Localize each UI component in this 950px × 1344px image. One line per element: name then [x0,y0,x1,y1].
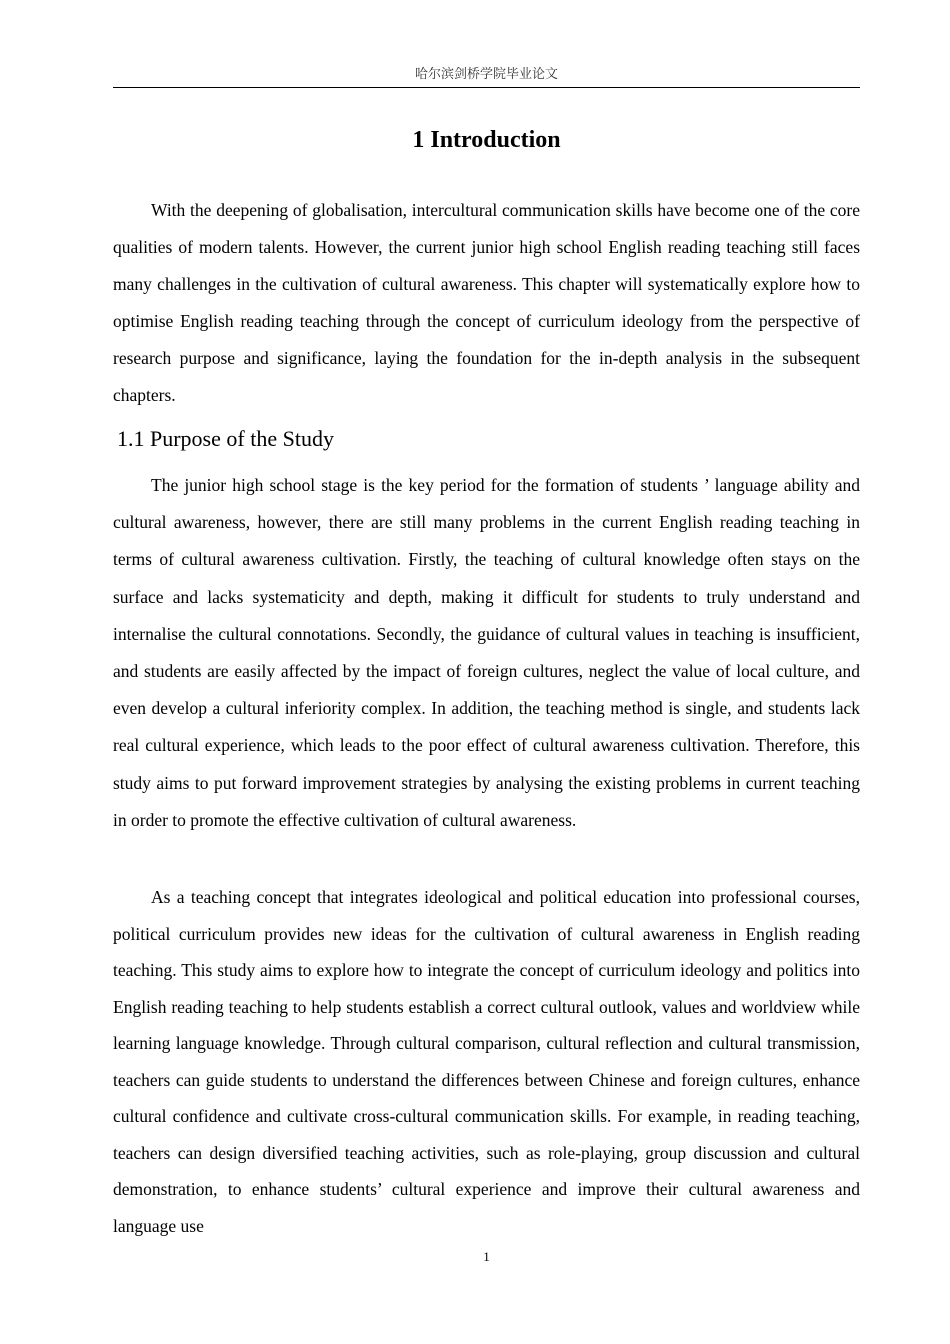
header-divider [113,87,860,88]
body-paragraph: As a teaching concept that integrates ideological and political education into professional courses, political curriculum provides new ideas for the cultivation of cultural awareness in English reading teaching. This study aims to explore how to integrate the concept of curriculum ideology and politics into English reading teaching to help students establish a correct cultural outlook, values and worldview while learning language knowledge. Through cultural comparison, cultural reflection and cultural transmission, teachers can guide students to understand the differences between Chinese and foreign cultures, enhance cultural confidence and cultivate cross-cultural communication skills. For example, in reading teaching, teachers can design diversified teaching activities, such as role-playing, group discussion and cultural demonstration, to enhance students’ cultural experience and improve their cultural awareness and language use [113,887,860,1236]
body-paragraph: The junior high school stage is the key period for the formation of students ’ language ability and cultural awareness, however, there are still many problems in the current English reading teaching in terms of cultural awareness cultivation. Firstly, the teaching of cultural knowledge often stays on the surface and lacks systematicity and depth, making it difficult for students to truly understand and internalise the cultural connotations. Secondly, the guidance of cultural values in teaching is insufficient, and students are easily affected by the impact of foreign cultures, neglect the value of local culture, and even develop a cultural inferiority complex. In addition, the teaching method is single, and students lack real cultural experience, which leads to the poor effect of cultural awareness cultivation. Therefore, this study aims to put forward improvement strategies by analysing the existing problems in current teaching in order to promote the effective cultivation of cultural awareness. [113,475,860,830]
page-number: 1 [483,1249,490,1264]
intro-paragraph: With the deepening of globalisation, intercultural communication skills have become one of the core qualities of modern talents. However, the current junior high school English reading teaching still faces many challenges in the cultivation of cultural awareness. This chapter will systematically explore how to optimise English reading teaching through the concept of curriculum ideology from the perspective of research purpose and significance, laying the foundation for the in-depth analysis in the subsequent chapters. [113,200,860,405]
running-header: 哈尔滨剑桥学院毕业论文 [414,67,558,82]
section-heading: 1.1 Purpose of the Study [117,426,334,451]
chapter-title: 1 Introduction [412,127,561,153]
